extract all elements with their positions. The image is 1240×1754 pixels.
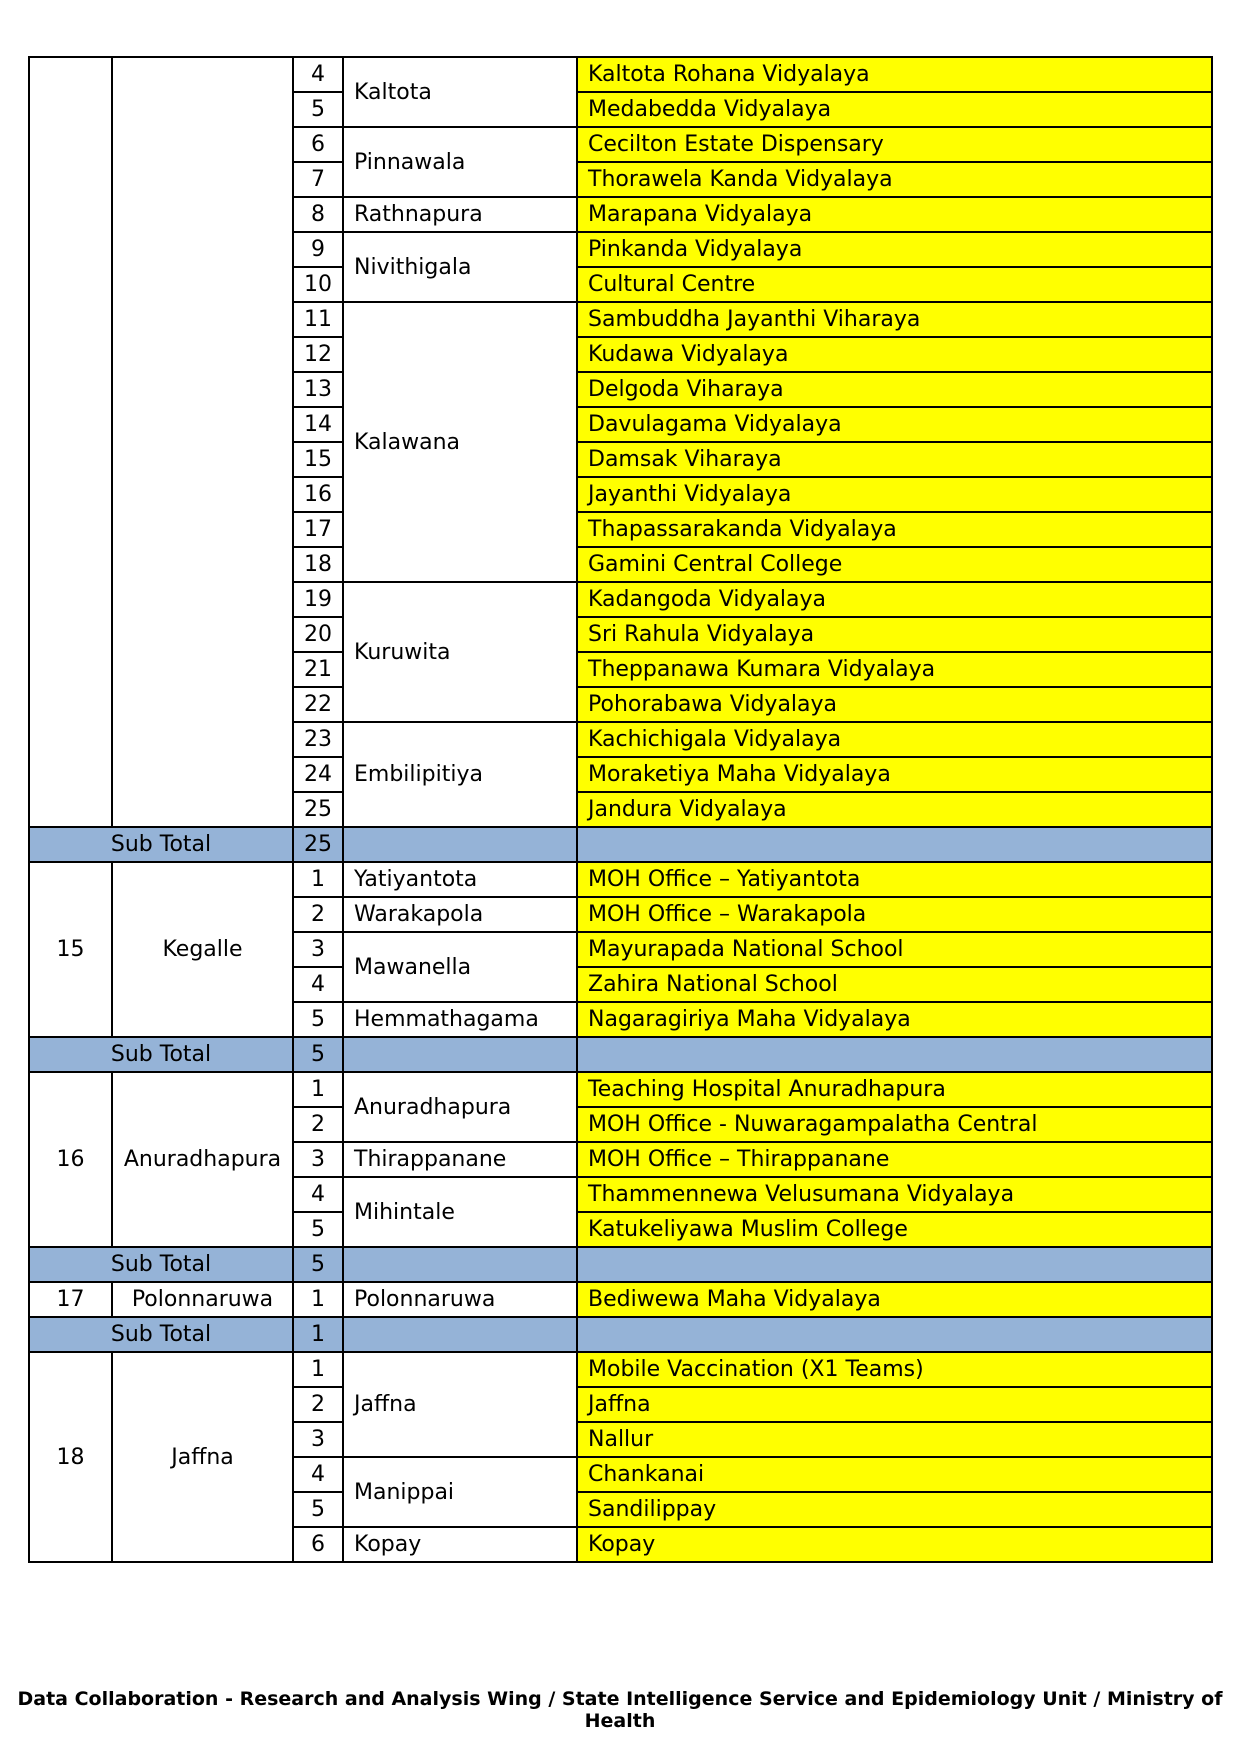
vaccination-site-cell: Kaltota Rohana Vidyalaya bbox=[577, 57, 1212, 92]
vaccination-site-cell: Teaching Hospital Anuradhapura bbox=[577, 1072, 1212, 1107]
subtotal-blank-cell bbox=[343, 1247, 577, 1282]
site-number-cell: 6 bbox=[293, 127, 343, 162]
moh-area-cell: Nivithigala bbox=[343, 232, 577, 302]
subtotal-label: Sub Total bbox=[29, 1317, 293, 1352]
site-number-cell: 5 bbox=[293, 1492, 343, 1527]
subtotal-blank-cell bbox=[577, 1247, 1212, 1282]
site-number-cell: 25 bbox=[293, 792, 343, 827]
table-row bbox=[29, 862, 1212, 897]
vaccination-site-cell: Theppanawa Kumara Vidyalaya bbox=[577, 652, 1212, 687]
table-body bbox=[29, 57, 1212, 1562]
province-number-cell: 16 bbox=[29, 1072, 112, 1247]
vaccination-site-cell: Kadangoda Vidyalaya bbox=[577, 582, 1212, 617]
vaccination-site-cell: Kopay bbox=[577, 1527, 1212, 1562]
subtotal-blank-cell bbox=[343, 827, 577, 862]
subtotal-blank-cell bbox=[343, 1317, 577, 1352]
site-number-cell: 24 bbox=[293, 757, 343, 792]
site-number-cell: 20 bbox=[293, 617, 343, 652]
site-number-cell: 15 bbox=[293, 442, 343, 477]
vaccination-site-cell: MOH Office – Warakapola bbox=[577, 897, 1212, 932]
vaccination-centres-sheet bbox=[28, 56, 1211, 1563]
province-number-cell: 17 bbox=[29, 1282, 112, 1317]
vaccination-site-cell: Cecilton Estate Dispensary bbox=[577, 127, 1212, 162]
site-number-cell: 18 bbox=[293, 547, 343, 582]
vaccination-site-cell: Katukeliyawa Muslim College bbox=[577, 1212, 1212, 1247]
site-number-cell: 14 bbox=[293, 407, 343, 442]
table-row bbox=[29, 57, 1212, 92]
district-name-cell: Kegalle bbox=[112, 862, 293, 1037]
site-number-cell: 21 bbox=[293, 652, 343, 687]
vaccination-site-cell: Thorawela Kanda Vidyalaya bbox=[577, 162, 1212, 197]
vaccination-site-cell: Pohorabawa Vidyalaya bbox=[577, 687, 1212, 722]
vaccination-site-cell: Gamini Central College bbox=[577, 547, 1212, 582]
vaccination-site-cell: Medabedda Vidyalaya bbox=[577, 92, 1212, 127]
vaccination-site-cell: Thapassarakanda Vidyalaya bbox=[577, 512, 1212, 547]
moh-area-cell: Kalawana bbox=[343, 302, 577, 582]
subtotal-value: 25 bbox=[293, 827, 343, 862]
site-number-cell: 11 bbox=[293, 302, 343, 337]
site-number-cell: 4 bbox=[293, 57, 343, 92]
site-number-cell: 19 bbox=[293, 582, 343, 617]
vaccination-site-cell: Moraketiya Maha Vidyalaya bbox=[577, 757, 1212, 792]
subtotal-label: Sub Total bbox=[29, 1247, 293, 1282]
moh-area-cell: Thirappanane bbox=[343, 1142, 577, 1177]
site-number-cell: 10 bbox=[293, 267, 343, 302]
vaccination-site-cell: Bediwewa Maha Vidyalaya bbox=[577, 1282, 1212, 1317]
subtotal-blank-cell bbox=[577, 1317, 1212, 1352]
vaccination-site-cell: Sambuddha Jayanthi Viharaya bbox=[577, 302, 1212, 337]
subtotal-row bbox=[29, 1037, 1212, 1072]
subtotal-blank-cell bbox=[577, 1037, 1212, 1072]
moh-area-cell: Kuruwita bbox=[343, 582, 577, 722]
subtotal-row bbox=[29, 1317, 1212, 1352]
site-number-cell: 5 bbox=[293, 1212, 343, 1247]
vaccination-site-cell: Kachichigala Vidyalaya bbox=[577, 722, 1212, 757]
subtotal-value: 5 bbox=[293, 1247, 343, 1282]
moh-area-cell: Embilipitiya bbox=[343, 722, 577, 827]
moh-area-cell: Mawanella bbox=[343, 932, 577, 1002]
subtotal-blank-cell bbox=[577, 827, 1212, 862]
moh-area-cell: Hemmathagama bbox=[343, 1002, 577, 1037]
moh-area-cell: Polonnaruwa bbox=[343, 1282, 577, 1317]
table-row bbox=[29, 1072, 1212, 1107]
subtotal-blank-cell bbox=[343, 1037, 577, 1072]
vaccination-site-cell: MOH Office – Thirappanane bbox=[577, 1142, 1212, 1177]
vaccination-site-cell: Nagaragiriya Maha Vidyalaya bbox=[577, 1002, 1212, 1037]
site-number-cell: 22 bbox=[293, 687, 343, 722]
vaccination-site-cell: Sandilippay bbox=[577, 1492, 1212, 1527]
province-number-cell bbox=[29, 57, 112, 827]
site-number-cell: 2 bbox=[293, 1107, 343, 1142]
district-name-cell: Polonnaruwa bbox=[112, 1282, 293, 1317]
vaccination-site-cell: Pinkanda Vidyalaya bbox=[577, 232, 1212, 267]
moh-area-cell: Jaffna bbox=[343, 1352, 577, 1457]
district-name-cell: Anuradhapura bbox=[112, 1072, 293, 1247]
vaccination-site-cell: Sri Rahula Vidyalaya bbox=[577, 617, 1212, 652]
vaccination-site-cell: Cultural Centre bbox=[577, 267, 1212, 302]
vaccination-site-cell: MOH Office – Yatiyantota bbox=[577, 862, 1212, 897]
vaccination-site-cell: Zahira National School bbox=[577, 967, 1212, 1002]
moh-area-cell: Rathnapura bbox=[343, 197, 577, 232]
moh-area-cell: Pinnawala bbox=[343, 127, 577, 197]
site-number-cell: 3 bbox=[293, 1422, 343, 1457]
vaccination-site-cell: Mayurapada National School bbox=[577, 932, 1212, 967]
site-number-cell: 4 bbox=[293, 1457, 343, 1492]
district-name-cell: Jaffna bbox=[112, 1352, 293, 1562]
vaccination-centres-table bbox=[28, 56, 1213, 1563]
province-number-cell: 18 bbox=[29, 1352, 112, 1562]
site-number-cell: 1 bbox=[293, 1282, 343, 1317]
site-number-cell: 5 bbox=[293, 92, 343, 127]
vaccination-site-cell: Kudawa Vidyalaya bbox=[577, 337, 1212, 372]
vaccination-site-cell: Chankanai bbox=[577, 1457, 1212, 1492]
moh-area-cell: Mihintale bbox=[343, 1177, 577, 1247]
site-number-cell: 23 bbox=[293, 722, 343, 757]
site-number-cell: 7 bbox=[293, 162, 343, 197]
vaccination-site-cell: Delgoda Viharaya bbox=[577, 372, 1212, 407]
site-number-cell: 4 bbox=[293, 1177, 343, 1212]
vaccination-site-cell: Mobile Vaccination (X1 Teams) bbox=[577, 1352, 1212, 1387]
footer-credit: Data Collaboration - Research and Analysis Wing / State Intelligence Service and Epidemiology Unit / Ministry of Health bbox=[17, 1688, 1223, 1732]
moh-area-cell: Warakapola bbox=[343, 897, 577, 932]
subtotal-value: 5 bbox=[293, 1037, 343, 1072]
moh-area-cell: Kaltota bbox=[343, 57, 577, 127]
vaccination-site-cell: Damsak Viharaya bbox=[577, 442, 1212, 477]
vaccination-site-cell: Jandura Vidyalaya bbox=[577, 792, 1212, 827]
table-row bbox=[29, 1282, 1212, 1317]
site-number-cell: 12 bbox=[293, 337, 343, 372]
subtotal-row bbox=[29, 1247, 1212, 1282]
moh-area-cell: Manippai bbox=[343, 1457, 577, 1527]
vaccination-site-cell: Jaffna bbox=[577, 1387, 1212, 1422]
province-number-cell: 15 bbox=[29, 862, 112, 1037]
moh-area-cell: Kopay bbox=[343, 1527, 577, 1562]
moh-area-cell: Yatiyantota bbox=[343, 862, 577, 897]
site-number-cell: 9 bbox=[293, 232, 343, 267]
vaccination-site-cell: MOH Office - Nuwaragampalatha Central bbox=[577, 1107, 1212, 1142]
vaccination-site-cell: Davulagama Vidyalaya bbox=[577, 407, 1212, 442]
subtotal-label: Sub Total bbox=[29, 1037, 293, 1072]
subtotal-row bbox=[29, 827, 1212, 862]
site-number-cell: 1 bbox=[293, 1072, 343, 1107]
site-number-cell: 8 bbox=[293, 197, 343, 232]
moh-area-cell: Anuradhapura bbox=[343, 1072, 577, 1142]
site-number-cell: 1 bbox=[293, 862, 343, 897]
site-number-cell: 4 bbox=[293, 967, 343, 1002]
subtotal-label: Sub Total bbox=[29, 827, 293, 862]
vaccination-site-cell: Marapana Vidyalaya bbox=[577, 197, 1212, 232]
vaccination-site-cell: Thammennewa Velusumana Vidyalaya bbox=[577, 1177, 1212, 1212]
site-number-cell: 3 bbox=[293, 1142, 343, 1177]
site-number-cell: 16 bbox=[293, 477, 343, 512]
site-number-cell: 2 bbox=[293, 1387, 343, 1422]
site-number-cell: 17 bbox=[293, 512, 343, 547]
table-row bbox=[29, 1352, 1212, 1387]
site-number-cell: 2 bbox=[293, 897, 343, 932]
subtotal-value: 1 bbox=[293, 1317, 343, 1352]
site-number-cell: 3 bbox=[293, 932, 343, 967]
district-name-cell bbox=[112, 57, 293, 827]
vaccination-site-cell: Nallur bbox=[577, 1422, 1212, 1457]
site-number-cell: 13 bbox=[293, 372, 343, 407]
site-number-cell: 5 bbox=[293, 1002, 343, 1037]
vaccination-site-cell: Jayanthi Vidyalaya bbox=[577, 477, 1212, 512]
site-number-cell: 6 bbox=[293, 1527, 343, 1562]
site-number-cell: 1 bbox=[293, 1352, 343, 1387]
